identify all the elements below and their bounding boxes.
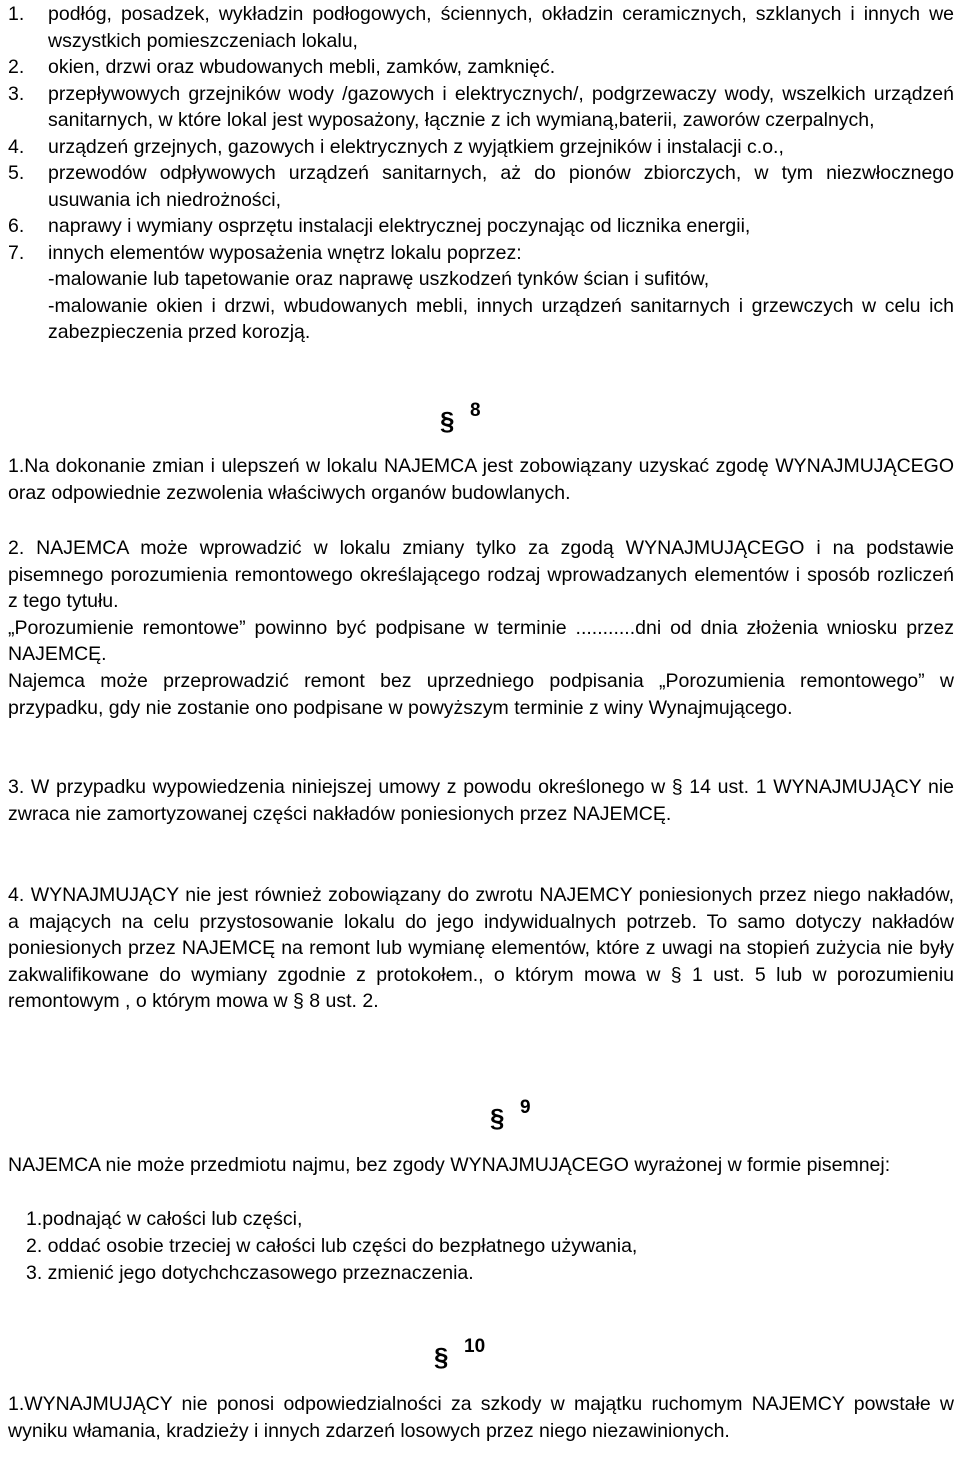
section-symbol: § [440, 406, 455, 436]
section-number: 10 [464, 1336, 486, 1357]
list-subitem-text: -malowanie okien i drzwi, wbudowanych mebli, innych urządzeń sanitarnych i grzewczych w celu ich zabezpieczenia przed korozją. [48, 294, 954, 343]
section-number: 9 [520, 1097, 531, 1118]
paragraph-text: NAJEMCA nie może przedmiotu najmu, bez zgody WYNAJMUJĄCEGO wyrażonej w formie pisemnej: [8, 1154, 891, 1176]
section-heading-10 [434, 1338, 504, 1374]
list-item [0, 160, 960, 213]
list-text: przewodów odpływowych urządzeń sanitarnych, aż do pionów zbiorczych, w tym niezwłocznego usuwania ich niedrożności, [48, 162, 954, 211]
list-item [0, 134, 960, 161]
list-item [0, 240, 960, 267]
list-text: podłóg, posadzek, wykładzin podłogowych, ściennych, okładzin ceramicznych, szklanych i innych we wszystkich pomieszczeniach lokalu, [48, 3, 954, 52]
paragraph-text: 2. NAJEMCA może wprowadzić w lokalu zmiany tylko za zgodą WYNAJMUJĄCEGO i na podstawie pisemnego porozumienia remontowego określającego rodzaj wprowadzanych elementów i sposób rozliczeń z tego tytułu. [8, 537, 954, 613]
list-text: naprawy i wymiany osprzętu instalacji elektrycznej poczynając od licznika energii, [48, 215, 751, 237]
list-number: 7. [8, 241, 25, 264]
list-number: 4. [8, 135, 25, 158]
list-subitem [0, 266, 960, 293]
list-item [0, 213, 960, 240]
list-number: 5. [8, 162, 25, 184]
section-symbol: § [434, 1342, 449, 1372]
list-number: 3. [8, 82, 25, 105]
section-symbol: § [490, 1103, 505, 1133]
list-item [0, 81, 960, 134]
list-item [0, 54, 960, 81]
section8-paragraph-4 [8, 882, 954, 1015]
list-number: 2. [8, 56, 25, 78]
list-number: 6. [8, 215, 25, 237]
paragraph-text: 1.Na dokonanie zmian i ulepszeń w lokalu NAJEMCA jest zobowiązany uzyskać zgodę WYNAJMUJĄCEGO oraz odpowiednie zezwolenia właściwych organów budowlanych. [8, 455, 954, 504]
section9-item: 3. zmienić jego dotychchczasowego przeznaczenia. [26, 1262, 474, 1284]
section9-intro [8, 1152, 954, 1179]
paragraph-text: 1.WYNAJMUJĄCY nie ponosi odpowiedzialności za szkody w majątku ruchomym NAJEMCY powstałe w wyniku włamania, kradzieży i innych zdarzeń losowych przez niego niezawinionych. [8, 1393, 954, 1442]
section-heading-9 [490, 1099, 550, 1135]
section8-paragraph-2 [8, 535, 954, 721]
list-text: okien, drzwi oraz wbudowanych mebli, zamków, zamknięć. [48, 56, 556, 78]
paragraph-text: 3. W przypadku wypowiedzenia niniejszej umowy z powodu określonego w § 14 ust. 1 WYNAJMUJĄCY nie zwraca nie zamortyzowanej części nakładów poniesionych przez NAJEMCĘ. [8, 776, 954, 825]
list-text: przepływowych grzejników wody /gazowych i elektrycznych/, podgrzewaczy wody, wszelkich urządzeń sanitarnych, w które lokal jest wyposażony, łącznie z ich wymianą,baterii, zaworów czerpalnych, [48, 82, 954, 131]
list-number: 1. [8, 3, 25, 25]
list-text: urządzeń grzejnych, gazowych i elektrycznych z wyjątkiem grzejników i instalacji c.o., [48, 135, 784, 158]
paragraph-text: „Porozumienie remontowe” powinno być podpisane w terminie ...........dni od dnia złożenia wniosku przez NAJEMCĘ. [8, 616, 954, 666]
paragraph-text: Najemca może przeprowadzić remont bez uprzedniego podpisania „Porozumienia remontowego” w przypadku, gdy nie zostanie ono podpisane w powyższym terminie z winy Wynajmującego. [8, 669, 954, 719]
list-text: innych elementów wyposażenia wnętrz lokalu poprzez: [48, 241, 522, 264]
section8-paragraph-3 [8, 774, 954, 827]
section-number: 8 [470, 400, 481, 421]
list-item [0, 1, 960, 54]
maintenance-list [0, 1, 960, 346]
section9-item: 1.podnająć w całości lub części, [26, 1208, 303, 1230]
section-heading-8 [440, 402, 500, 438]
section8-paragraph-1 [8, 453, 954, 506]
section9-item: 2. oddać osobie trzeciej w całości lub części do bezpłatnego używania, [26, 1235, 638, 1257]
section10-paragraph-1 [8, 1391, 954, 1444]
list-subitem [0, 293, 960, 346]
list-subitem-text: -malowanie lub tapetowanie oraz naprawę uszkodzeń tynków ścian i sufitów, [48, 268, 710, 290]
paragraph-text: 4. WYNAJMUJĄCY nie jest również zobowiązany do zwrotu NAJEMCY poniesionych przez niego nakładów, a mających na celu przystosowanie lokalu do jego indywidualnych potrzeb. To samo dotyczy nakładów poniesionych przez NAJEMCĘ na remont lub wymianę elementów, które z uwagi na stopień zużycia nie były zakwalifikowane do wymiany zgodnie z protokołem., o którym mowa w § 1 ust. 5 lub w porozumieniu remontowym , o którym mowa w § 8 ust. 2. [8, 884, 954, 1013]
